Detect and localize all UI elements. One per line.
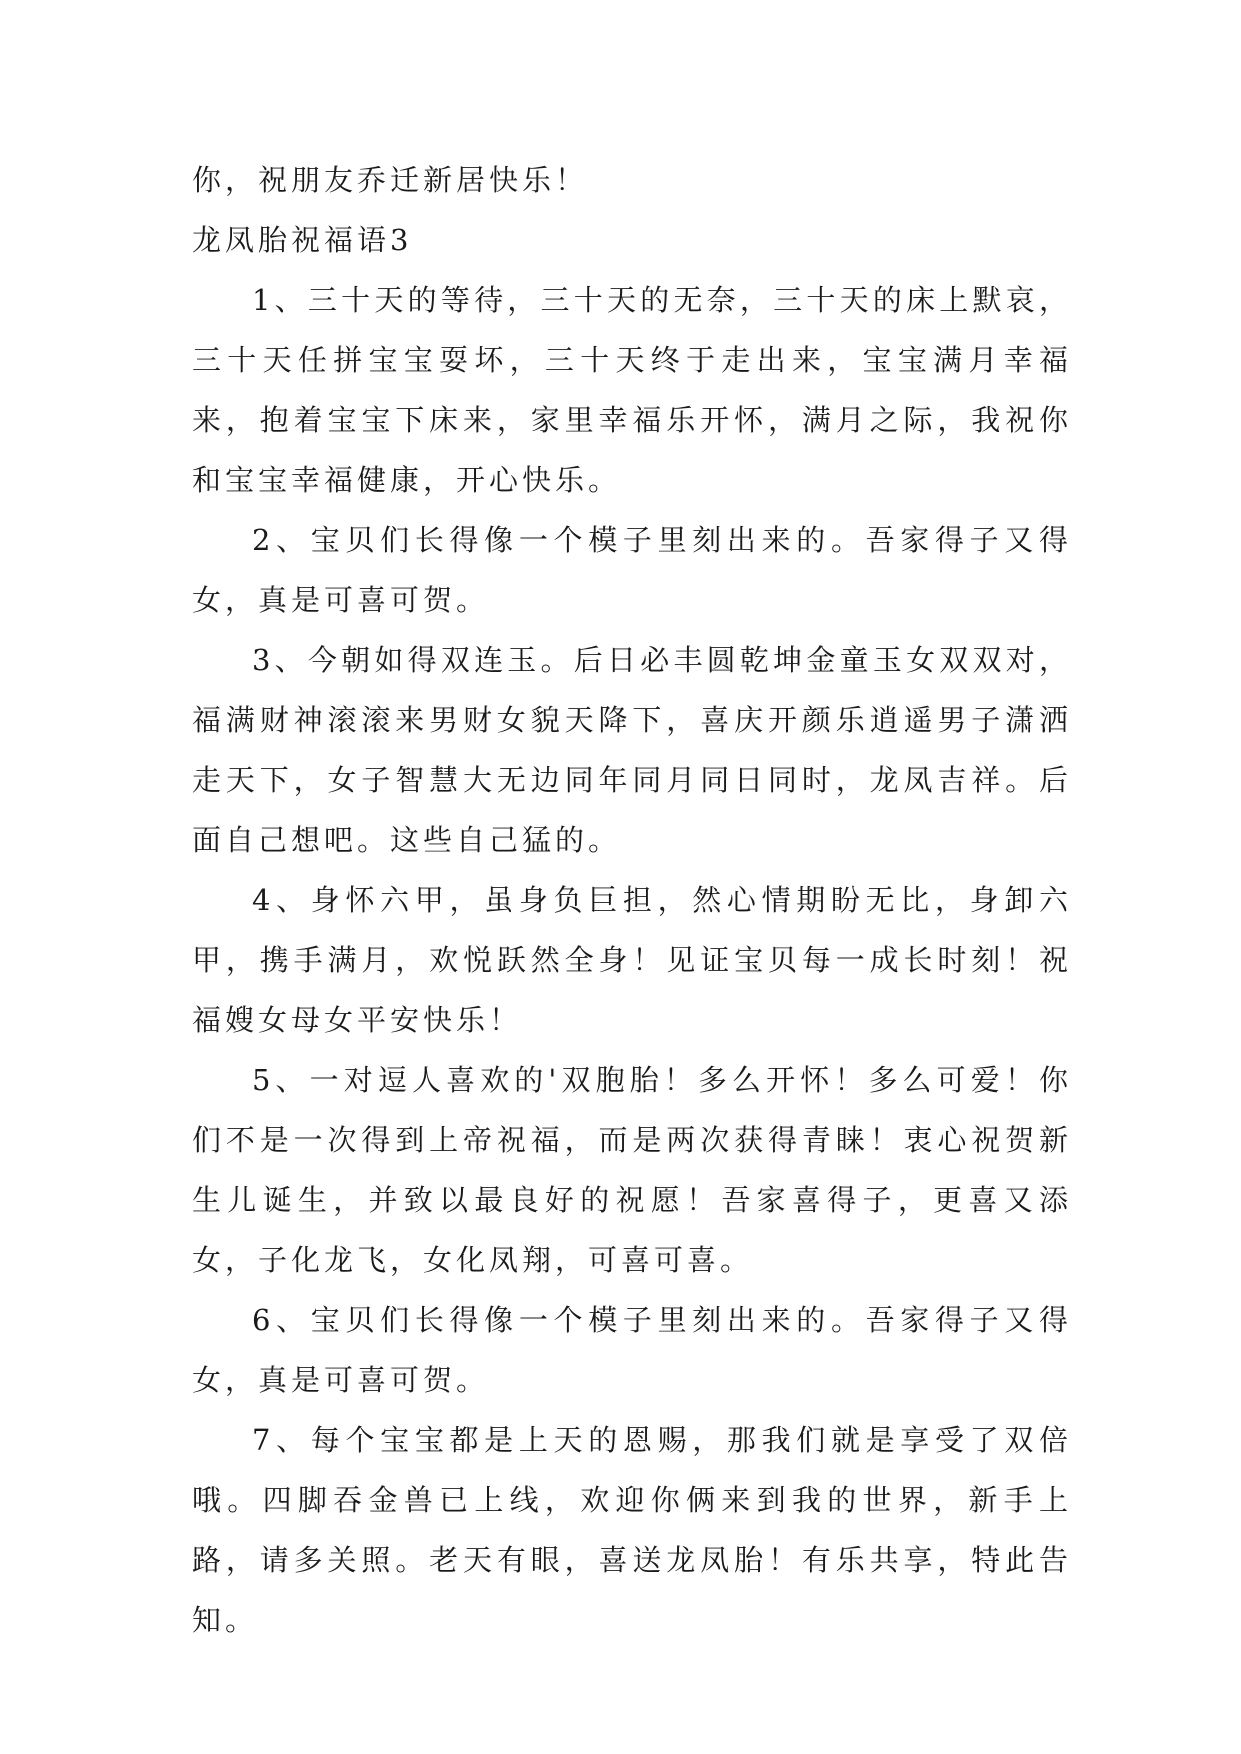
paragraph-3: 3、今朝如得双连玉。后日必丰圆乾坤金童玉女双双对，福满财神滚滚来男财女貌天降下，喜庆开颜乐逍遥男子潇洒走天下，女子智慧大无边同年同月同日同时，龙凤吉祥。后面自己想吧。这些自己猛的。 <box>192 643 1072 857</box>
continuation-line: 你，祝朋友乔迁新居快乐！ <box>192 163 589 197</box>
section-title: 龙凤胎祝福语3 <box>192 223 413 257</box>
paragraph-4: 4、身怀六甲，虽身负巨担，然心情期盼无比，身卸六甲，携手满月，欢悦跃然全身！见证宝贝每一成长时刻！祝福嫂女母女平安快乐！ <box>192 883 1072 1037</box>
paragraph-2: 2、宝贝们长得像一个模子里刻出来的。吾家得子又得女，真是可喜可贺。 <box>192 523 1072 617</box>
document-body <box>192 150 1072 1650</box>
paragraph-7: 7、每个宝宝都是上天的恩赐，那我们就是享受了双倍哦。四脚吞金兽已上线，欢迎你俩来到我的世界，新手上路，请多关照。老天有眼，喜送龙凤胎！有乐共享，特此告知。 <box>192 1423 1072 1637</box>
paragraph-1: 1、三十天的等待，三十天的无奈，三十天的床上默哀，三十天任拼宝宝耍坏，三十天终于走出来，宝宝满月幸福来，抱着宝宝下床来，家里幸福乐开怀，满月之际，我祝你和宝宝幸福健康，开心快乐。 <box>192 283 1072 497</box>
paragraph-5: 5、一对逗人喜欢的'双胞胎！多么开怀！多么可爱！你们不是一次得到上帝祝福，而是两次获得青睐！衷心祝贺新生儿诞生，并致以最良好的祝愿！吾家喜得子，更喜又添女，子化龙飞，女化凤翔，可喜可喜。 <box>192 1063 1072 1277</box>
paragraph-6: 6、宝贝们长得像一个模子里刻出来的。吾家得子又得女，真是可喜可贺。 <box>192 1303 1072 1397</box>
